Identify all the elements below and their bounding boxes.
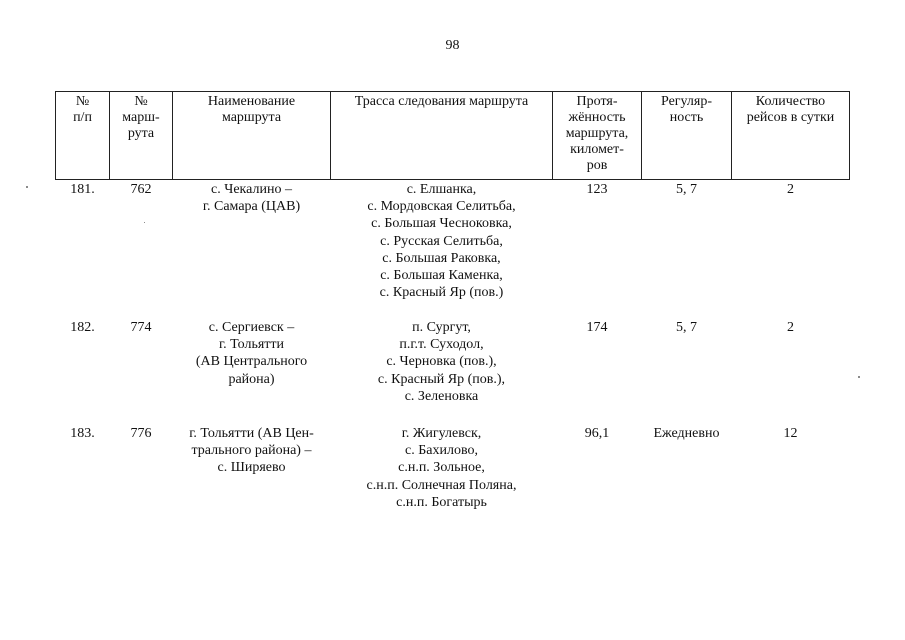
row-number: 183. [70,426,95,441]
route-name: с. Чекалино – г. Самара (ЦАВ) [202,182,301,215]
header-cell-regularity: Регуляр- ность [660,94,713,125]
route-name: с. Сергиевск – г. Тольятти (АВ Центрального района) [195,320,308,387]
route-regularity: 5, 7 [676,182,697,197]
row-number: 181. [70,182,95,197]
route-path: п. Сургут, п.г.т. Суходол, с. Черновка (пов.), с. Красный Яр (пов.), с. Зеленовка [377,320,506,404]
route-trips: 2 [787,182,794,197]
route-regularity: 5, 7 [676,320,697,335]
header-cell-length: Протя- жённость маршрута, километ- ров [565,94,629,173]
route-number: 776 [130,426,152,441]
route-path: с. Елшанка, с. Мордовская Селитьба, с. Большая Чесноковка, с. Русская Селитьба, с. Большая Раковка, с. Большая Каменка, с. Красный Яр (пов.) [367,182,516,301]
scan-speck [26,186,28,188]
route-number: 774 [130,320,152,335]
header-cell-route-name: Наименование маршрута [207,94,296,125]
route-length: 123 [586,182,608,197]
scan-speck [858,376,860,378]
route-name: г. Тольятти (АВ Цен- трального района) – с. Ширяево [189,426,314,476]
header-cell-trips: Количество рейсов в сутки [746,94,835,125]
page-number: 98 [445,38,460,53]
route-path: г. Жигулевск, с. Бахилово, с.н.п. Зольное, с.н.п. Солнечная Поляна, с.н.п. Богатырь [366,426,517,510]
scan-speck [144,222,145,223]
route-number: 762 [130,182,152,197]
route-length: 174 [586,320,608,335]
route-trips: 2 [787,320,794,335]
route-length: 96,1 [584,426,610,441]
route-trips: 12 [783,426,798,441]
header-cell-route-path: Трасса следования маршрута [354,94,529,109]
route-regularity: Ежедневно [653,426,720,441]
header-cell-route-number: № марш- рута [122,94,160,141]
header-cell-number: № п/п [73,94,92,125]
row-number: 182. [70,320,95,335]
